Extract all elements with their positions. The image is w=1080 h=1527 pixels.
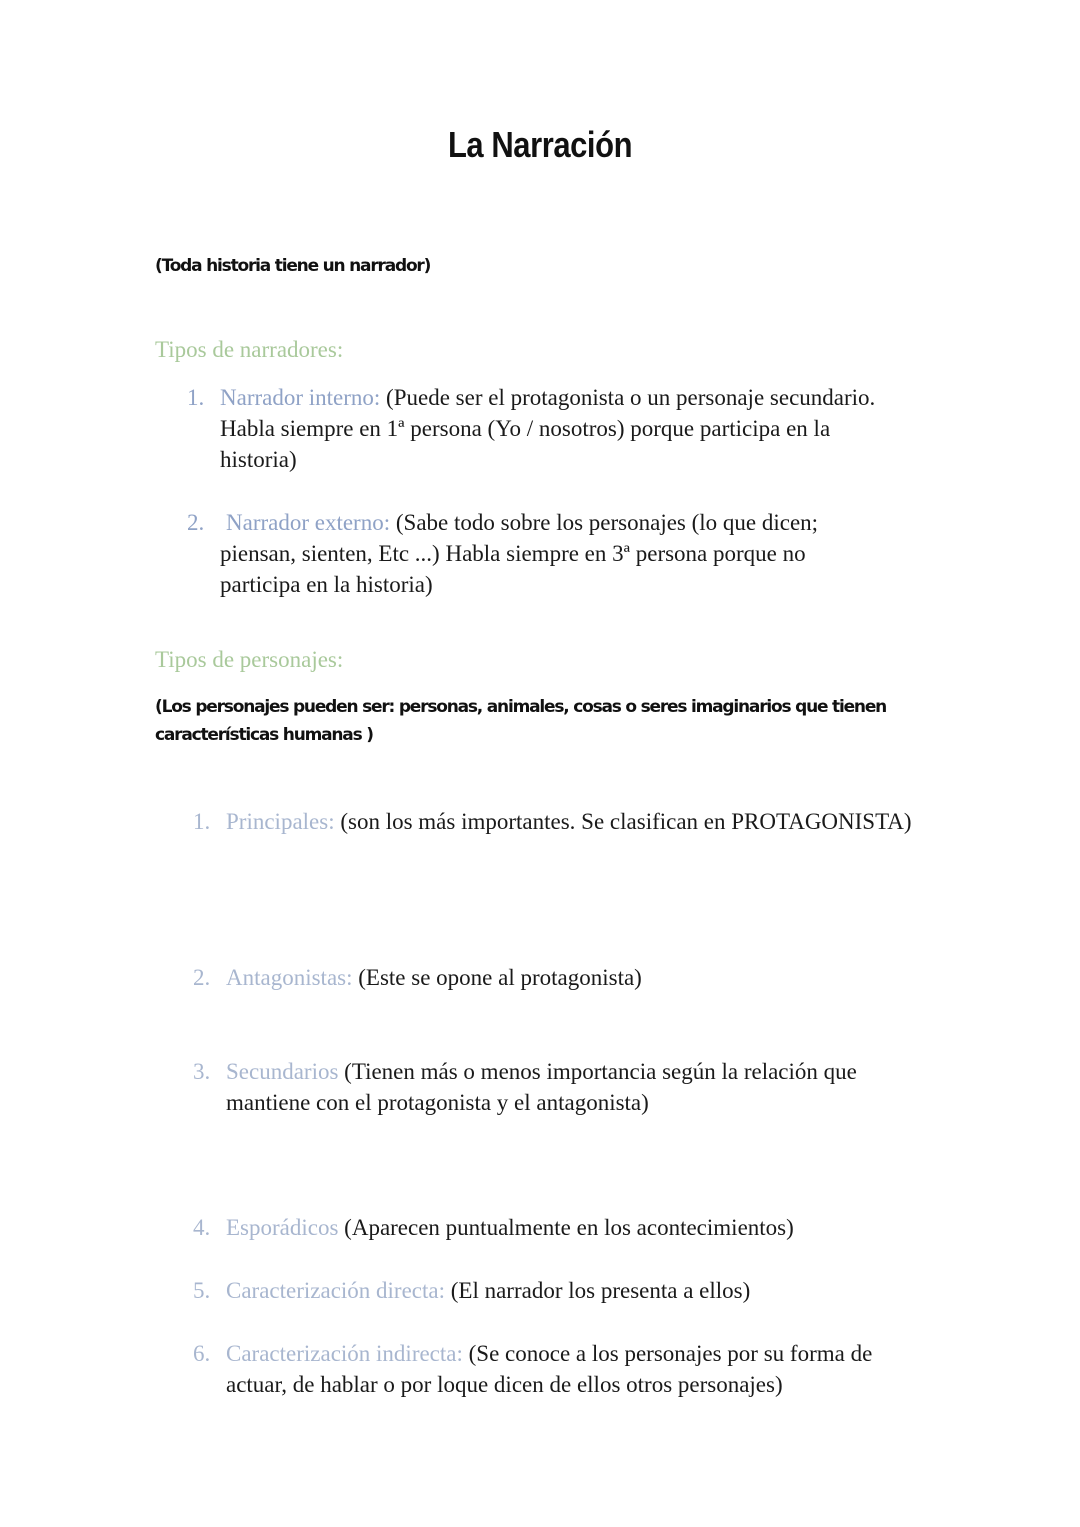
- list-item-term: Esporádicos: [226, 1215, 339, 1240]
- list-item-body: [226, 1338, 926, 1400]
- narrator-note: (Toda historia tiene un narrador): [155, 256, 431, 276]
- list-item-body: [226, 806, 926, 837]
- list-item-term: Caracterización directa:: [226, 1278, 445, 1303]
- list-item-term: Secundarios: [226, 1059, 339, 1084]
- list-number: 5.: [193, 1278, 211, 1303]
- list-number: 2.: [187, 510, 205, 535]
- list-item-body: [226, 1056, 926, 1118]
- list-number: 4.: [193, 1215, 211, 1240]
- list-item-text: (Se conoce a los personajes por su forma de actuar, de hablar o por loque dicen de ellos otros personajes): [226, 1341, 873, 1397]
- list-item-body: [220, 382, 880, 475]
- list-item-text: (Tienen más o menos importancia según la relación que mantiene con el protagonista y el antagonista): [226, 1059, 857, 1115]
- character-types-heading: Tipos de personajes:: [155, 647, 344, 672]
- list-item-term: Principales:: [226, 809, 335, 834]
- list-item-body: [226, 1212, 926, 1243]
- page-title: La Narración: [447, 124, 633, 165]
- list-item-text: (son los más importantes. Se clasifican en PROTAGONISTA): [334, 809, 912, 834]
- list-item-text: (Este se opone al protagonista): [352, 965, 642, 990]
- narrator-types-heading: Tipos de narradores:: [155, 337, 344, 362]
- list-item-body: [220, 507, 890, 600]
- list-item-term: Narrador interno:: [220, 385, 381, 410]
- list-item-term: Caracterización indirecta:: [226, 1341, 463, 1366]
- list-item-term: Narrador externo:: [226, 510, 391, 535]
- list-number: 1.: [193, 809, 211, 834]
- list-item-text: (Sabe todo sobre los personajes (lo que dicen; piensan, sienten, Etc ...) Habla siempre en 3ª persona porque no participa en la historia): [220, 510, 819, 597]
- list-item-text: (Aparecen puntualmente en los acontecimientos): [338, 1215, 794, 1240]
- list-item-body: [226, 962, 926, 993]
- list-item-text: (Puede ser el protagonista o un personaje secundario. Habla siempre en 1ª persona (Yo / nosotros) porque participa en la historia): [220, 385, 876, 472]
- list-number: 6.: [193, 1341, 211, 1366]
- list-item-body: [226, 1275, 926, 1306]
- list-item-text: (El narrador los presenta a ellos): [445, 1278, 751, 1303]
- list-number: 2.: [193, 965, 211, 990]
- list-item-term: Antagonistas:: [226, 965, 353, 990]
- list-number: 1.: [187, 385, 205, 410]
- list-number: 3.: [193, 1059, 211, 1084]
- character-note: (Los personajes pueden ser: personas, animales, cosas o seres imaginarios que tienen características humanas ): [155, 697, 887, 745]
